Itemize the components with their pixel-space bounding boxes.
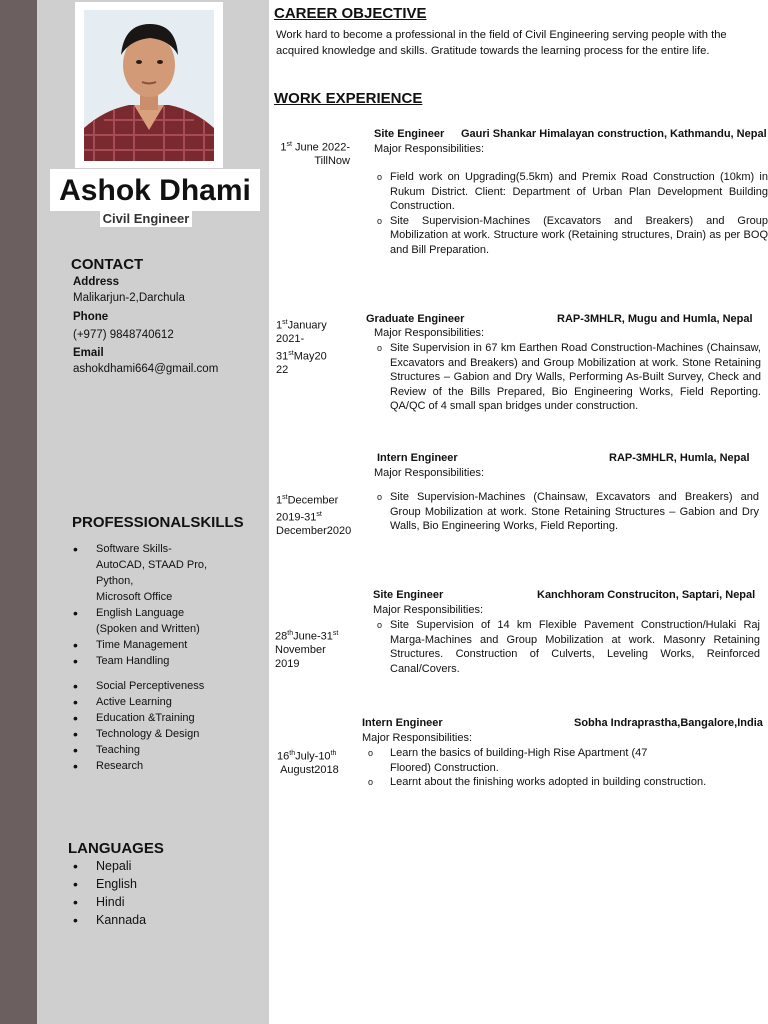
contact-heading: CONTACT xyxy=(71,256,144,273)
skill-item: • Time Management xyxy=(72,637,207,653)
objective-heading: CAREER OBJECTIVE xyxy=(274,5,427,22)
responsibilities-label: Major Responsibilities: xyxy=(362,732,473,744)
person-name: Ashok Dhami xyxy=(59,174,251,207)
languages-list xyxy=(72,857,146,929)
job-org: RAP-3MHLR, Humla, Nepal xyxy=(609,452,750,464)
address-label: Address xyxy=(73,276,120,288)
address-value: Malikarjun-2,Darchula xyxy=(73,292,185,304)
phone-label: Phone xyxy=(73,311,109,323)
list-item: o Learnt about the finishing works adopted in building construction. xyxy=(362,775,742,790)
decorative-stripe xyxy=(0,0,37,1024)
job-role: Graduate Engineer xyxy=(366,313,465,325)
job-date: 16thJuly-10th August2018 xyxy=(277,750,339,777)
job-responsibilities xyxy=(374,490,759,534)
skills-heading: PROFESSIONALSKILLS xyxy=(72,514,244,531)
list-item: o Site Supervision-Machines (Chainsaw, Excavators and Breakers) and Group Mobilization at work. Stone Retaining Structures – Gabion and Dry Walls, Bio Engineering Works, Field Reporting. xyxy=(374,490,759,534)
skills-list-secondary xyxy=(72,678,204,774)
list-item: o Site Supervision of 14 km Flexible Pavement Construction/Hulaki Raj Marga-Machines and Group Mobilization at work. Masonry Retaining Structures. Construction of Culverts, Leveling Works, Reinforced Canal/Covers. xyxy=(374,618,760,676)
language-item: • English xyxy=(72,875,146,893)
person-title: Civil Engineer xyxy=(100,210,192,227)
responsibilities-label: Major Responsibilities: xyxy=(374,467,485,479)
job-responsibilities xyxy=(374,341,761,414)
job-date: 1stDecember 2019-31st December2020 xyxy=(276,494,352,538)
skill-subline: Microsoft Office xyxy=(96,591,173,603)
job-date: 28thJune-31st November 2019 xyxy=(275,630,339,670)
languages-heading: LANGUAGES xyxy=(68,840,164,857)
job-org: Kanchhoram Construciton, Saptari, Nepal xyxy=(537,589,756,601)
skill-item: • Software Skills- xyxy=(72,541,207,557)
skill-subline: AutoCAD, STAAD Pro, xyxy=(96,559,208,571)
skill-item: • English Language xyxy=(72,605,207,621)
language-item: • Nepali xyxy=(72,857,146,875)
list-item: o Field work on Upgrading(5.5km) and Premix Road Construction (10km) in Rukum District. Client: Department of Urban Plan Development Building Construction. xyxy=(374,170,768,214)
experience-heading: WORK EXPERIENCE xyxy=(274,90,423,107)
skill-subline: (Spoken and Written) xyxy=(96,623,200,635)
responsibilities-label: Major Responsibilities: xyxy=(374,143,485,155)
job-date: 1stJanuary 2021- 31stMay20 22 xyxy=(276,319,327,376)
email-label: Email xyxy=(73,347,104,359)
responsibilities-label: Major Responsibilities: xyxy=(374,327,485,339)
email-value[interactable]: ashokdhami664@gmail.com xyxy=(73,363,219,375)
job-responsibilities xyxy=(374,170,768,258)
job-role: Site Engineer xyxy=(374,128,445,140)
objective-text: Work hard to become a professional in the field of Civil Engineering serving people with the acquired knowledge and skills. Gratitude towards the learning process for the entire life. xyxy=(276,29,727,57)
skill-item: • Research xyxy=(72,758,204,774)
job-org: Gauri Shankar Himalayan construction, Kathmandu, Nepal xyxy=(461,128,767,140)
phone-value: (+977) 9848740612 xyxy=(73,329,174,341)
job-role: Site Engineer xyxy=(373,589,444,601)
skill-item: • Education &Training xyxy=(72,710,204,726)
job-role: Intern Engineer xyxy=(377,452,458,464)
skill-item: • Active Learning xyxy=(72,694,204,710)
skill-item: • Technology & Design xyxy=(72,726,204,742)
job-role: Intern Engineer xyxy=(362,717,443,729)
responsibilities-label: Major Responsibilities: xyxy=(373,604,484,616)
skill-subline: Python, xyxy=(96,575,134,587)
job-date: 1st June 2022- TillNow xyxy=(280,141,350,168)
language-item: • Kannada xyxy=(72,911,146,929)
job-responsibilities xyxy=(374,618,760,676)
skills-list-primary xyxy=(72,541,207,669)
list-item: o Learn the basics of building-High Rise Apartment (47 Floored) Construction. xyxy=(362,746,742,775)
list-item: o Site Supervision-Machines (Excavators and Breakers) and Group Mobilization at work. Structure work (Retaining structures, Drain) as per BOQ and Bill Preparation. xyxy=(374,214,768,258)
list-item: o Site Supervision in 67 km Earthen Road Construction-Machines (Chainsaw, Excavators and Breakers) and Group Mobilization at work. Stone Retaining Structures – Gabion and Dry Walls, Performing As-Built Survey, Check and Review of the Bills Prepared, Bio Engineering Works, Field Reporting. QA/QC of 4 small span bridges under construction. xyxy=(374,341,761,414)
skill-item: • Social Perceptiveness xyxy=(72,678,204,694)
language-item: • Hindi xyxy=(72,893,146,911)
job-org: Sobha Indraprastha,Bangalore,India xyxy=(574,717,763,729)
skill-item: • Teaching xyxy=(72,742,204,758)
job-responsibilities xyxy=(362,746,742,790)
skill-item: • Team Handling xyxy=(72,653,207,669)
job-org: RAP-3MHLR, Mugu and Humla, Nepal xyxy=(557,313,753,325)
profile-photo xyxy=(84,10,214,161)
